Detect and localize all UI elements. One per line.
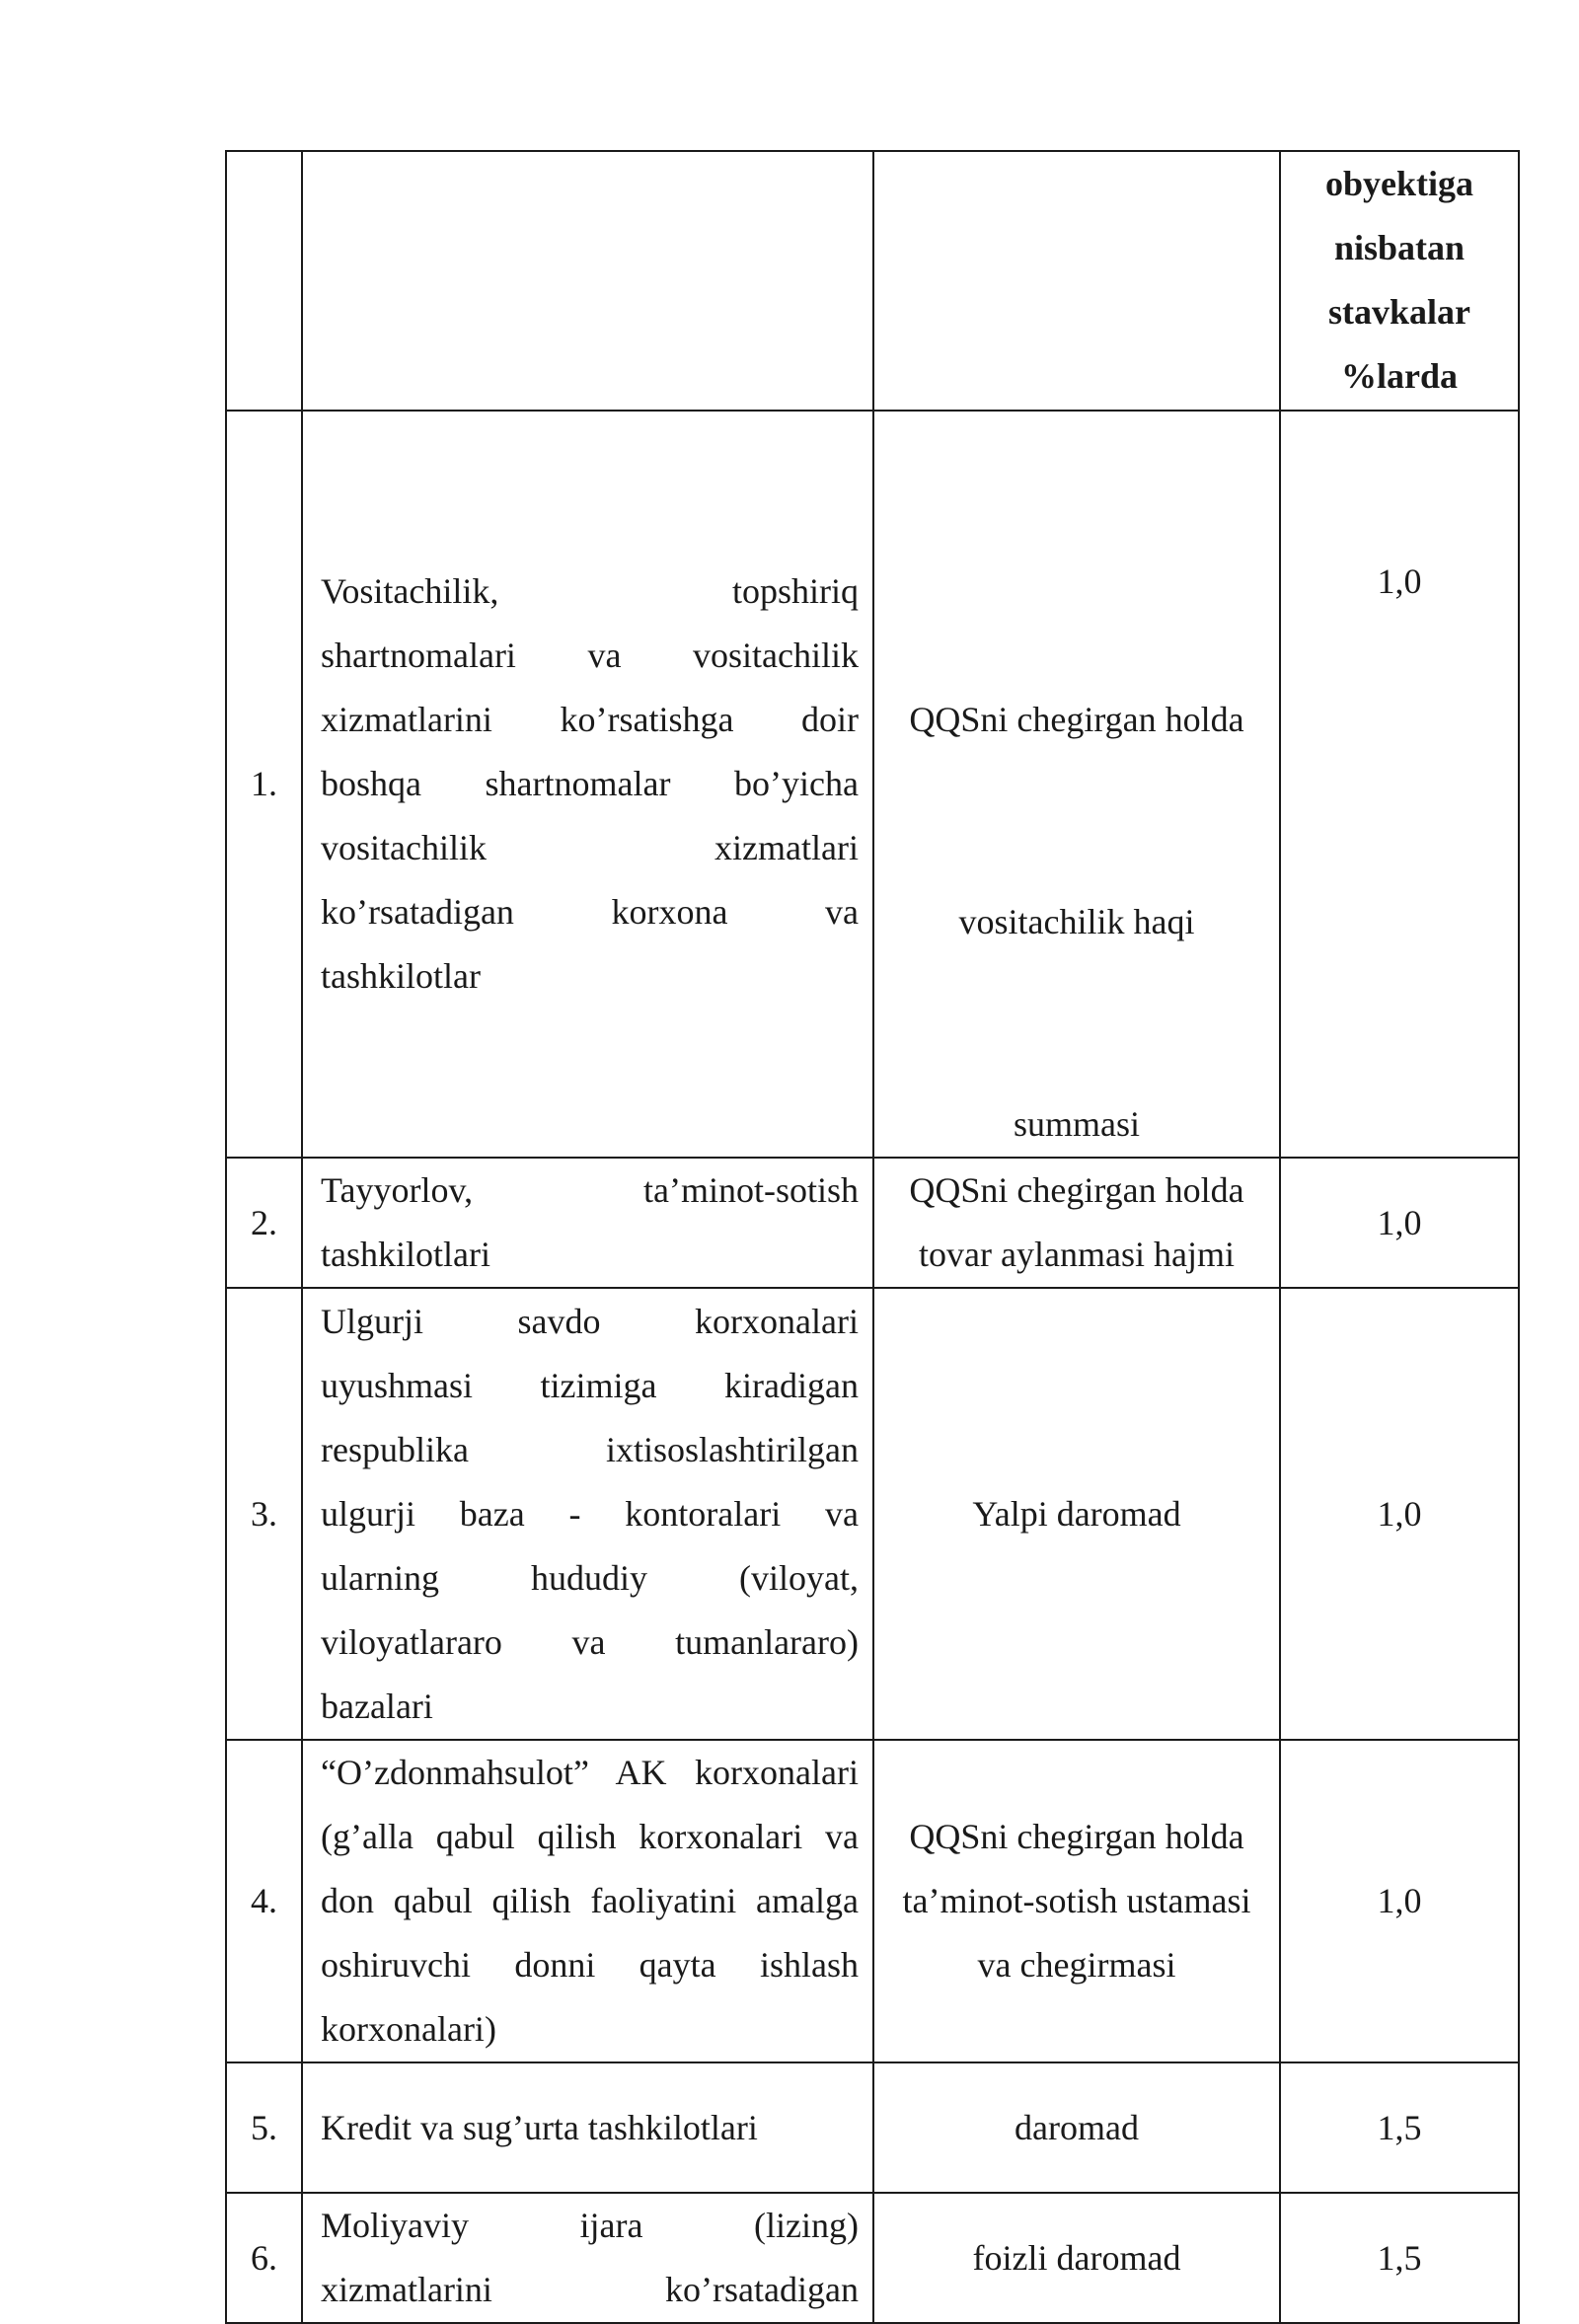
- text-line: ko’rsatadigan korxona va: [321, 892, 859, 932]
- row-rate: 1,5: [1280, 2193, 1519, 2323]
- row-organization: [302, 411, 873, 1158]
- text-line: Vositachilik, topshiriq: [321, 571, 859, 611]
- row-number: 1.: [226, 411, 302, 1158]
- header-rate-line: obyektiga: [1324, 164, 1473, 203]
- header-cell-base: [873, 151, 1280, 411]
- text-line: Ulgurji savdo korxonalari: [321, 1301, 859, 1341]
- text-line: QQSni chegirgan holda: [909, 700, 1244, 739]
- header-cell-number: [226, 151, 302, 411]
- header-rate-line: stavkalar: [1328, 292, 1470, 332]
- text-line: (g’alla qabul qilish korxonalari va: [321, 1817, 859, 1856]
- row-number: 6.: [226, 2193, 302, 2323]
- header-rate-line: %larda: [1340, 356, 1458, 396]
- row-organization: [302, 2193, 873, 2323]
- row-tax-base: [873, 1288, 1280, 1740]
- table-header-row: [226, 151, 1519, 411]
- text-line: bazalari: [321, 1686, 433, 1726]
- row-organization: [302, 1158, 873, 1288]
- text-line: viloyatlararo va tumanlararo): [321, 1621, 859, 1662]
- table-row: [226, 1288, 1519, 1740]
- text-line: xizmatlarini ko’rsatadigan: [321, 2270, 859, 2309]
- header-cell-rate: [1280, 151, 1519, 411]
- text-line: shartnomalari va vositachilik: [321, 636, 859, 675]
- row-rate: 1,0: [1280, 1740, 1519, 2062]
- row-organization: [302, 1288, 873, 1740]
- text-line: foizli daromad: [972, 2237, 1181, 2278]
- table-row: [226, 1158, 1519, 1288]
- text-line: boshqa shartnomalar bo’yicha: [321, 764, 859, 803]
- text-line: QQSni chegirgan holda: [909, 1817, 1244, 1856]
- text-line: ta’minot-sotish ustamasi: [902, 1881, 1251, 1920]
- table-row: [226, 2062, 1519, 2193]
- row-tax-base: [873, 2193, 1280, 2323]
- row-tax-base: [873, 2062, 1280, 2193]
- text-line: respublika ixtisoslashtirilgan: [321, 1429, 859, 1469]
- text-line: tovar aylanmasi hajmi: [919, 1235, 1235, 1274]
- row-rate: 1,5: [1280, 2062, 1519, 2193]
- row-tax-base: [873, 411, 1280, 1158]
- row-rate: 1,0: [1280, 411, 1519, 1158]
- text-line: “O’zdonmahsulot” AK korxonalari: [321, 1753, 859, 1792]
- text-line: QQSni chegirgan holda: [909, 1170, 1244, 1210]
- row-number: 3.: [226, 1288, 302, 1740]
- text-line: Moliyaviy ijara (lizing): [321, 2206, 859, 2245]
- row-number: 4.: [226, 1740, 302, 2062]
- tax-rates-table: [225, 150, 1520, 2324]
- table-row: [226, 2193, 1519, 2323]
- row-organization: [302, 1740, 873, 2062]
- row-tax-base: [873, 1158, 1280, 1288]
- text-line: va chegirmasi: [977, 1945, 1176, 1985]
- row-tax-base: [873, 1740, 1280, 2062]
- row-number: 2.: [226, 1158, 302, 1288]
- table-row: [226, 411, 1519, 1158]
- text-line: ularning hududiy (viloyat,: [321, 1557, 859, 1598]
- text-line: ulgurji baza - kontoralari va: [321, 1493, 859, 1534]
- text-line: korxonalari): [321, 2009, 496, 2049]
- text-line: tashkilotlari: [321, 1235, 490, 1274]
- text-line: vositachilik haqi: [958, 902, 1195, 941]
- text-line: don qabul qilish faoliyatini amalga: [321, 1881, 859, 1920]
- row-rate: 1,0: [1280, 1288, 1519, 1740]
- text-line: Kredit va sug’urta tashkilotlari: [321, 2107, 758, 2147]
- row-rate: 1,0: [1280, 1158, 1519, 1288]
- text-line: uyushmasi tizimiga kiradigan: [321, 1365, 859, 1405]
- text-line: oshiruvchi donni qayta ishlash: [321, 1945, 859, 1985]
- text-line: xizmatlarini ko’rsatishga doir: [321, 700, 859, 739]
- row-number: 5.: [226, 2062, 302, 2193]
- text-line: daromad: [1015, 2107, 1139, 2147]
- text-line: tashkilotlar: [321, 956, 481, 996]
- text-line: Yalpi daromad: [972, 1493, 1181, 1534]
- text-line: Tayyorlov, ta’minot-sotish: [321, 1170, 859, 1210]
- table-row: [226, 1740, 1519, 2062]
- header-cell-name: [302, 151, 873, 411]
- row-organization: [302, 2062, 873, 2193]
- text-line: vositachilik xizmatlari: [321, 828, 859, 867]
- header-rate-line: nisbatan: [1333, 228, 1466, 267]
- text-line: summasi: [1013, 1104, 1140, 1144]
